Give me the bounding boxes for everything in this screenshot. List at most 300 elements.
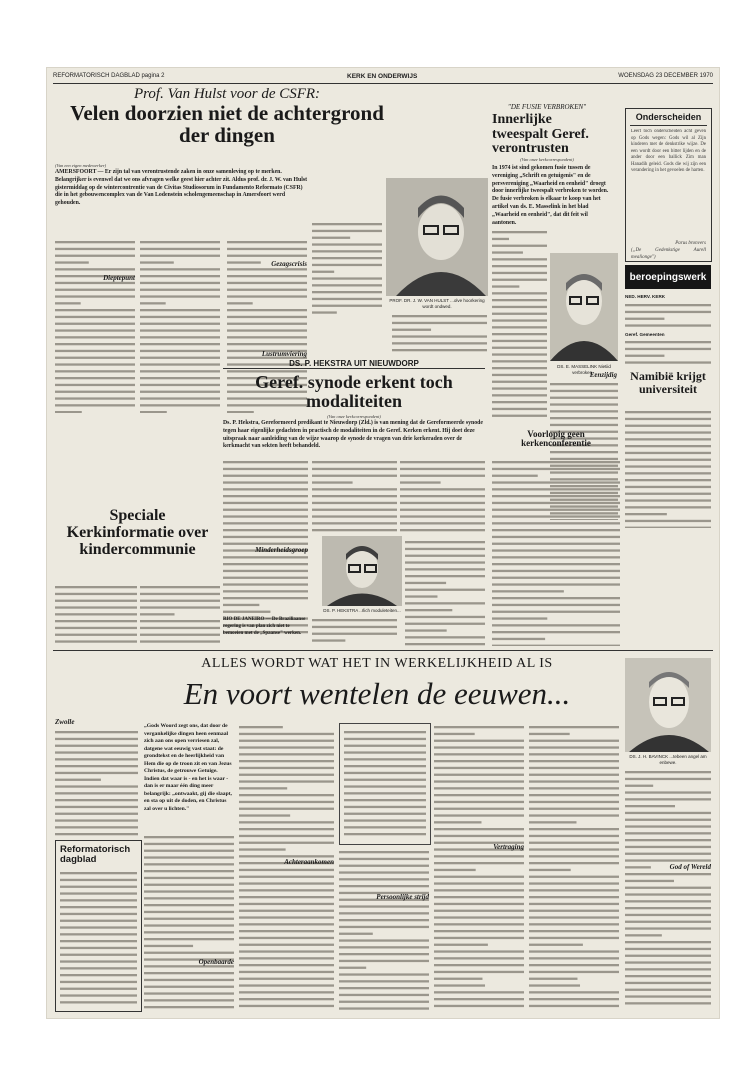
text-line [529,767,619,769]
text-line [529,814,619,816]
text-line [144,897,234,899]
text-line [60,988,137,990]
text-line [492,611,620,613]
article3-source: (Van onze kerkcorrespondent) [327,414,381,419]
text-line [344,765,426,767]
article1-body-col5 [392,312,487,352]
text-line [55,738,138,740]
text-line [140,600,220,602]
text-line [625,961,711,963]
text-line [625,975,711,977]
text-line [434,964,524,966]
box-reformatorisch-body [60,869,137,1007]
text-line [60,926,137,928]
article2-kicker: "DE FUSIE VERBROKEN" [507,103,587,111]
text-line [434,869,476,871]
text-line [239,978,334,980]
header-right: WOENSDAG 23 DECEMBER 1970 [618,73,713,79]
text-line [227,289,307,291]
text-lines [434,723,524,1010]
text-line [492,306,547,308]
text-line [434,821,481,823]
text-line [625,452,711,454]
text-line [550,397,618,399]
text-line [312,502,397,504]
text-line [405,602,485,604]
text-line [625,989,711,991]
text-line [529,916,619,918]
text-line [434,808,524,810]
text-line [223,522,308,524]
text-line [492,279,547,281]
text-line [529,848,619,850]
article5-col6 [625,768,711,1010]
article3-kicker: DS. P. HEKSTRA UIT NIEUWDORP [289,359,419,368]
text-line [223,475,308,477]
article4-lead [55,549,220,579]
text-line [312,461,397,463]
text-line [140,309,220,311]
text-line [227,295,307,297]
text-line [405,561,485,563]
text-line [144,877,234,879]
text-line [223,481,308,483]
text-line [550,403,618,405]
text-line [239,733,334,735]
text-line [239,882,334,884]
text-line [625,819,711,821]
text-line [550,390,618,392]
text-lines [344,728,426,838]
text-line [55,606,137,608]
text-lines [312,458,397,533]
text-line [625,927,711,929]
text-line [144,890,234,892]
article5-col4 [434,723,524,1010]
article2-photo-caption: DS. E. MASSELINK Nietiid verbroken... [557,364,611,375]
text-line [625,798,711,800]
text-line [312,619,397,621]
text-line [239,889,334,891]
text-line [625,348,711,350]
beroepingswerk-body2 [625,338,711,368]
text-line [529,978,577,980]
article1-body-col1 [55,238,135,413]
text-line [492,549,620,551]
text-line [312,311,337,313]
text-line [625,520,711,522]
text-line [339,851,429,853]
text-line [344,779,426,781]
article3-headline: Geref. synode erkent toch modaliteiten [255,372,453,411]
header-rule [53,83,713,84]
text-line [55,806,138,808]
text-line [55,329,135,331]
text-line [434,910,524,912]
text-line [492,577,620,579]
text-line [55,248,135,250]
text-line [55,336,135,338]
article3-lead: Ds. P. Hekstra, Gereformeerd predikant te Nieuwdorp (Zld.) is van mening dat de Gereformeerde synode tegen haar eigenlijke gedachten in practisch de modaliteiten in de Geref. Kerken erkent. Hij doet deze uitspraak naar aanleiding van de wijze waarop de synode de vragen van drie kerkeraden over de kerkmacht van sekten heeft behandeld. [223,420,483,450]
text-lines [625,338,711,368]
text-line [400,509,485,511]
text-line [312,291,382,293]
text-lines [625,408,711,528]
text-line [223,583,308,585]
text-line [55,758,138,760]
text-line [434,944,488,946]
text-line [492,597,620,599]
text-line [227,302,253,304]
text-line [223,590,308,592]
text-line [434,998,524,1000]
text-line [339,1007,429,1009]
text-line [312,277,382,279]
text-line [625,907,711,909]
text-line [434,930,524,932]
text-line [339,1001,429,1003]
text-line [55,627,137,629]
article1-lead: AMERSFOORT — Er zijn tal van verontrustende zaken in onze samenleving op te merken. Belangrijker is evenwel dat we ons afvragen welke geest hier achter zit. Aldus prof. dr. J. W. van Hulst gistermiddag op de wintercontrentie van de Civitas Studiosorum in Fundamento Reformato (CSFR) die in het gebouwencomplex van de Van Lodenstein scholengemeenschap in Amersfoort werd gehouden. [55,169,307,207]
text-line [405,595,437,597]
text-line [400,529,485,531]
subhead-minderheidsgroep: Minderheidsgroep [255,546,308,554]
text-line [339,980,429,982]
text-line [492,415,547,417]
subhead-zwolle: Zwolle [55,718,75,726]
text-line [529,855,619,857]
text-line [529,733,570,735]
text-line [223,597,308,599]
text-line [625,361,711,363]
text-line [227,268,307,270]
text-line [312,257,382,259]
text-line [625,472,711,474]
text-line [140,640,220,642]
text-line [144,856,234,858]
text-line [339,865,429,867]
text-line [339,939,429,941]
text-line [140,289,220,291]
text-line [625,311,711,313]
text-line [405,548,485,550]
text-line [312,639,345,641]
text-line [492,617,547,619]
text-line [434,774,524,776]
text-line [492,251,523,253]
text-line [60,886,137,888]
text-line [140,275,220,277]
photo-bavinck [625,658,711,752]
text-line [492,536,620,538]
text-line [239,984,334,986]
text-line [434,794,524,796]
text-line [492,509,620,511]
text-line [625,465,711,467]
text-line [550,410,618,412]
text-line [239,876,334,878]
text-line [625,839,711,841]
text-line [529,808,619,810]
text-line [239,923,334,925]
text-line [625,459,711,461]
text-lines [392,312,487,352]
text-line [223,502,308,504]
text-line [140,586,220,588]
text-line [55,813,138,815]
text-line [312,250,382,252]
text-line [60,940,137,942]
portrait-icon [625,658,711,752]
text-lines [529,723,619,1010]
text-line [344,758,426,760]
text-line [55,384,135,386]
text-line [223,488,308,490]
text-line [60,892,137,894]
text-line [239,842,334,844]
text-line [492,529,620,531]
text-line [492,624,620,626]
text-line [227,309,307,311]
text-line [625,499,711,501]
article4-body-col1 [55,583,137,643]
text-line [434,753,524,755]
text-line [312,223,382,225]
text-line [400,495,485,497]
article5-col1 [144,833,234,1010]
text-line [492,515,620,517]
text-line [344,826,426,828]
text-line [625,506,711,508]
article5-quote-box [339,723,431,845]
article5-headline: En voort wentelen de eeuwen... [183,676,571,711]
text-line [55,586,137,588]
text-line [550,383,618,385]
text-line [625,513,667,515]
article3-body-col6 [492,458,620,646]
text-line [529,862,619,864]
text-line [434,882,524,884]
text-line [140,282,220,284]
text-line [60,994,137,996]
text-line [625,304,711,306]
text-line [239,821,334,823]
text-line [223,468,308,470]
text-line [223,577,308,579]
article3-rule [223,368,485,369]
text-line [55,779,101,781]
text-line [55,799,138,801]
subhead-dieptepunt: Dieptepunt [103,274,135,282]
text-line [223,611,270,613]
text-line [312,284,382,286]
text-line [227,411,254,413]
text-line [529,930,619,932]
text-lines [492,458,620,646]
text-line [55,593,137,595]
text-line [140,343,220,345]
text-line [400,488,485,490]
text-line [227,241,307,243]
text-line [400,481,441,483]
text-line [140,363,220,365]
text-line [625,324,711,326]
text-line [223,543,308,545]
text-line [392,329,431,331]
text-line [339,994,429,996]
text-line [625,771,711,773]
text-line [144,863,234,865]
text-line [492,285,519,287]
text-line [529,760,619,762]
text-line [144,999,234,1001]
text-line [625,887,711,889]
text-line [492,481,620,483]
text-line [492,488,620,490]
text-line [55,600,137,602]
text-line [144,931,234,933]
text-line [227,248,307,250]
text-line [339,885,429,887]
text-line [140,329,220,331]
portrait-icon [322,536,402,606]
text-line [405,555,485,557]
text-line [492,408,547,410]
text-line [227,329,307,331]
text-line [625,880,674,882]
text-line [312,264,382,266]
text-line [344,745,426,747]
text-line [434,991,524,993]
text-lines [55,583,137,643]
text-line [227,282,307,284]
section-rule [53,650,713,651]
article1-photo-caption: PROF. DR. J. W. VAN HULST ...olve hoorkering wordt ondwed. [389,298,485,309]
text-line [312,633,397,635]
article3-body-col2 [312,458,397,533]
text-line [140,593,220,595]
article1-kicker: Prof. Van Hulst voor de CSFR: [133,86,321,102]
subhead-eenzijdig: Eenzijdig [589,371,617,379]
text-line [492,367,547,369]
text-line [625,968,711,970]
subhead-god-of-wereld: God of Wereld [669,863,711,871]
text-line [239,774,334,776]
text-line [492,631,620,633]
box-onderscheiden-text: Leert toch onderscheiden acht geven op Gods wegen: Gods wil al Zijn kinderen met de denkstrike wijze. De een wordt door een bitter lijden en de ander door een ballick Zim man Hanadih geleid. Gods die wij zijn een verandering in het gevoelen de harten. [631,129,706,174]
text-line [144,850,234,852]
text-line [227,316,307,318]
text-line [400,475,485,477]
text-line [140,370,220,372]
text-line [140,336,220,338]
text-line [529,964,619,966]
text-line [405,629,447,631]
text-line [492,570,620,572]
text-line [60,872,137,874]
text-line [434,801,524,803]
text-line [405,568,485,570]
text-line [400,468,485,470]
text-line [492,292,547,294]
beroepingswerk-banner: beroepingswerk [625,265,711,289]
text-line [223,556,308,558]
text-line [339,919,429,921]
text-line [625,486,711,488]
text-line [239,971,334,973]
text-lines [405,538,485,646]
text-line [55,785,138,787]
text-line [392,335,487,337]
text-line [492,604,620,606]
text-line [625,846,711,848]
text-line [492,360,547,362]
text-line [492,374,547,376]
text-line [492,387,547,389]
text-line [434,740,524,742]
text-line [140,620,220,622]
text-line [312,509,397,511]
article1-headline: Velen doorzien niet de achtergrond der dingen [70,101,384,148]
text-line [344,738,426,740]
text-line [434,1005,524,1007]
text-line [405,575,485,577]
text-line [405,643,485,645]
text-line [434,937,524,939]
header-left: REFORMATORISCH DAGBLAD pagina 2 [53,73,165,79]
text-line [492,563,620,565]
text-line [625,900,711,902]
text-line [55,261,89,263]
text-line [144,945,193,947]
text-line [405,616,485,618]
text-line [55,370,135,372]
text-line [529,801,619,803]
text-line [144,870,234,872]
text-line [312,298,382,300]
text-line [312,495,397,497]
text-line [60,920,137,922]
text-line [144,979,234,981]
text-line [529,957,619,959]
text-line [239,903,334,905]
text-line [239,944,334,946]
text-line [239,726,283,728]
text-line [144,884,234,886]
text-line [227,343,307,345]
text-line [55,255,135,257]
text-line [344,813,426,815]
text-line [60,954,137,956]
text-line [55,323,135,325]
text-line [140,268,220,270]
photo-hekstra [322,536,402,606]
text-line [529,944,583,946]
portrait-icon [386,178,488,296]
text-line [140,323,220,325]
text-line [492,522,620,524]
text-line [223,563,308,565]
box-onderscheiden-title: Onderscheiden [635,112,702,122]
namibie-body [625,408,711,528]
text-line [434,862,524,864]
beroepingswerk-section1: NED. HERV. KERK [625,294,666,299]
text-line [55,634,137,636]
text-line [434,835,524,837]
text-line [312,475,397,477]
text-line [434,971,524,973]
text-line [55,350,135,352]
